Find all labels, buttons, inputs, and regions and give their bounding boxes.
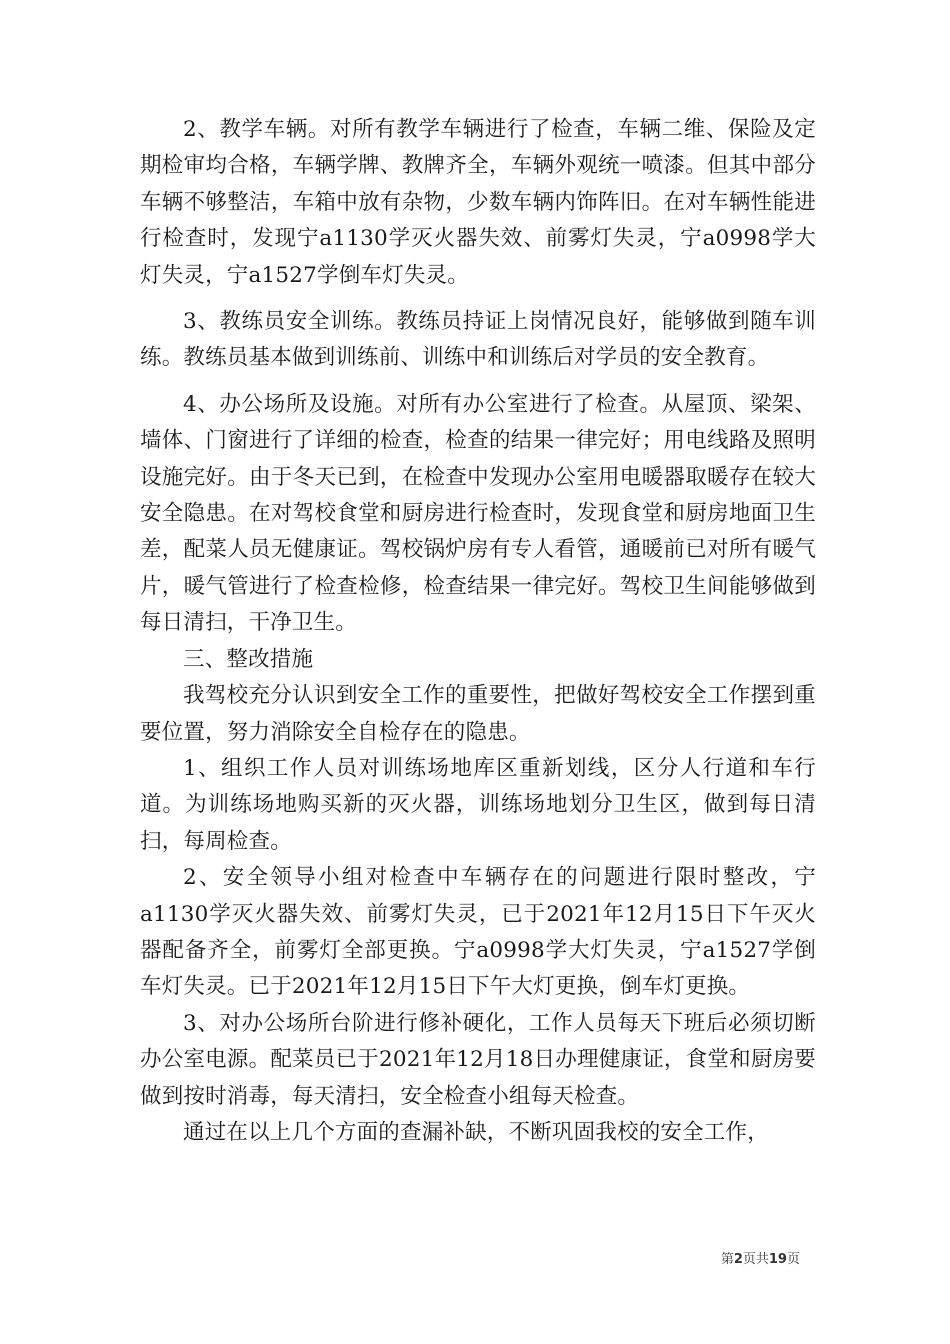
total-pages-number: 19 — [768, 1252, 787, 1267]
paragraph-office-facilities: 4、办公场所及设施。对所有办公室进行了检查。从屋顶、梁架、墙体、门窗进行了详细的检查，检查的结果一律完好；用电线路及照明设施完好。由于冬天已到，在检查中发现办公室用电暖器取暖存在较大安全隐患。在对驾校食堂和厨房进行检查时，发现食堂和厨房地面卫生差，配菜人员无健康证。驾校锅炉房有专人看管，通暖前已对所有暖气片，暖气管进行了检查检修，检查结果一律完好。驾校卫生间能够做到每日清扫，干净卫生。 — [140, 391, 816, 636]
paragraph-conclusion: 通过在以上几个方面的查漏补缺，不断巩固我校的安全工作， — [183, 1119, 769, 1145]
paragraph-rectification-2: 2、安全领导小组对检查中车辆存在的问题进行限时整改，宁a1130学灭火器失效、前雾灯失灵，已于2021年12月15日下午灭火器配备齐全，前雾灯全部更换。宁a0998学大灯失灵，宁a1527学倒车灯失灵。已于2021年12月15日下午大灯更换，倒车灯更换。 — [140, 865, 816, 1000]
section-heading-rectification: 三、整改措施 — [183, 646, 314, 672]
paragraph-rectification-3: 3、对办公场所台阶进行修补硬化，工作人员每天下班后必须切断办公室电源。配菜员已于2021年12月18日办理健康证，食堂和厨房要做到按时消毒，每天清扫，安全检查小组每天检查。 — [140, 1010, 816, 1109]
footer-suffix: 页 — [786, 1252, 800, 1267]
current-page-number: 2 — [733, 1252, 743, 1267]
footer-prefix: 第 — [720, 1252, 734, 1267]
footer-middle: 页共 — [742, 1252, 769, 1267]
paragraph-rectification-1: 1、组织工作人员对训练场地库区重新划线，区分人行道和车行道。为训练场地购买新的灭火器，训练场地划分卫生区，做到每日清扫，每周检查。 — [140, 755, 816, 854]
document-body — [140, 112, 816, 1151]
paragraph-coach-training: 3、教练员安全训练。教练员持证上岗情况良好，能够做到随车训练。教练员基本做到训练前、训练中和训练后对学员的安全教育。 — [140, 309, 816, 371]
paragraph-rectification-intro: 我驾校充分认识到安全工作的重要性，把做好驾校安全工作摆到重要位置，努力消除安全自检存在的隐患。 — [140, 683, 816, 745]
page-number-indicator — [721, 1248, 800, 1267]
paragraph-teaching-vehicles: 2、教学车辆。对所有教学车辆进行了检查，车辆二维、保险及定期检审均合格，车辆学牌、教牌齐全，车辆外观统一喷漆。但其中部分车辆不够整洁，车箱中放有杂物，少数车辆内饰阵旧。在对车辆性能进行检查时，发现宁a1130学灭火器失效、前雾灯失灵，宁a0998学大灯失灵，宁a1527学倒车灯失灵。 — [140, 117, 816, 288]
